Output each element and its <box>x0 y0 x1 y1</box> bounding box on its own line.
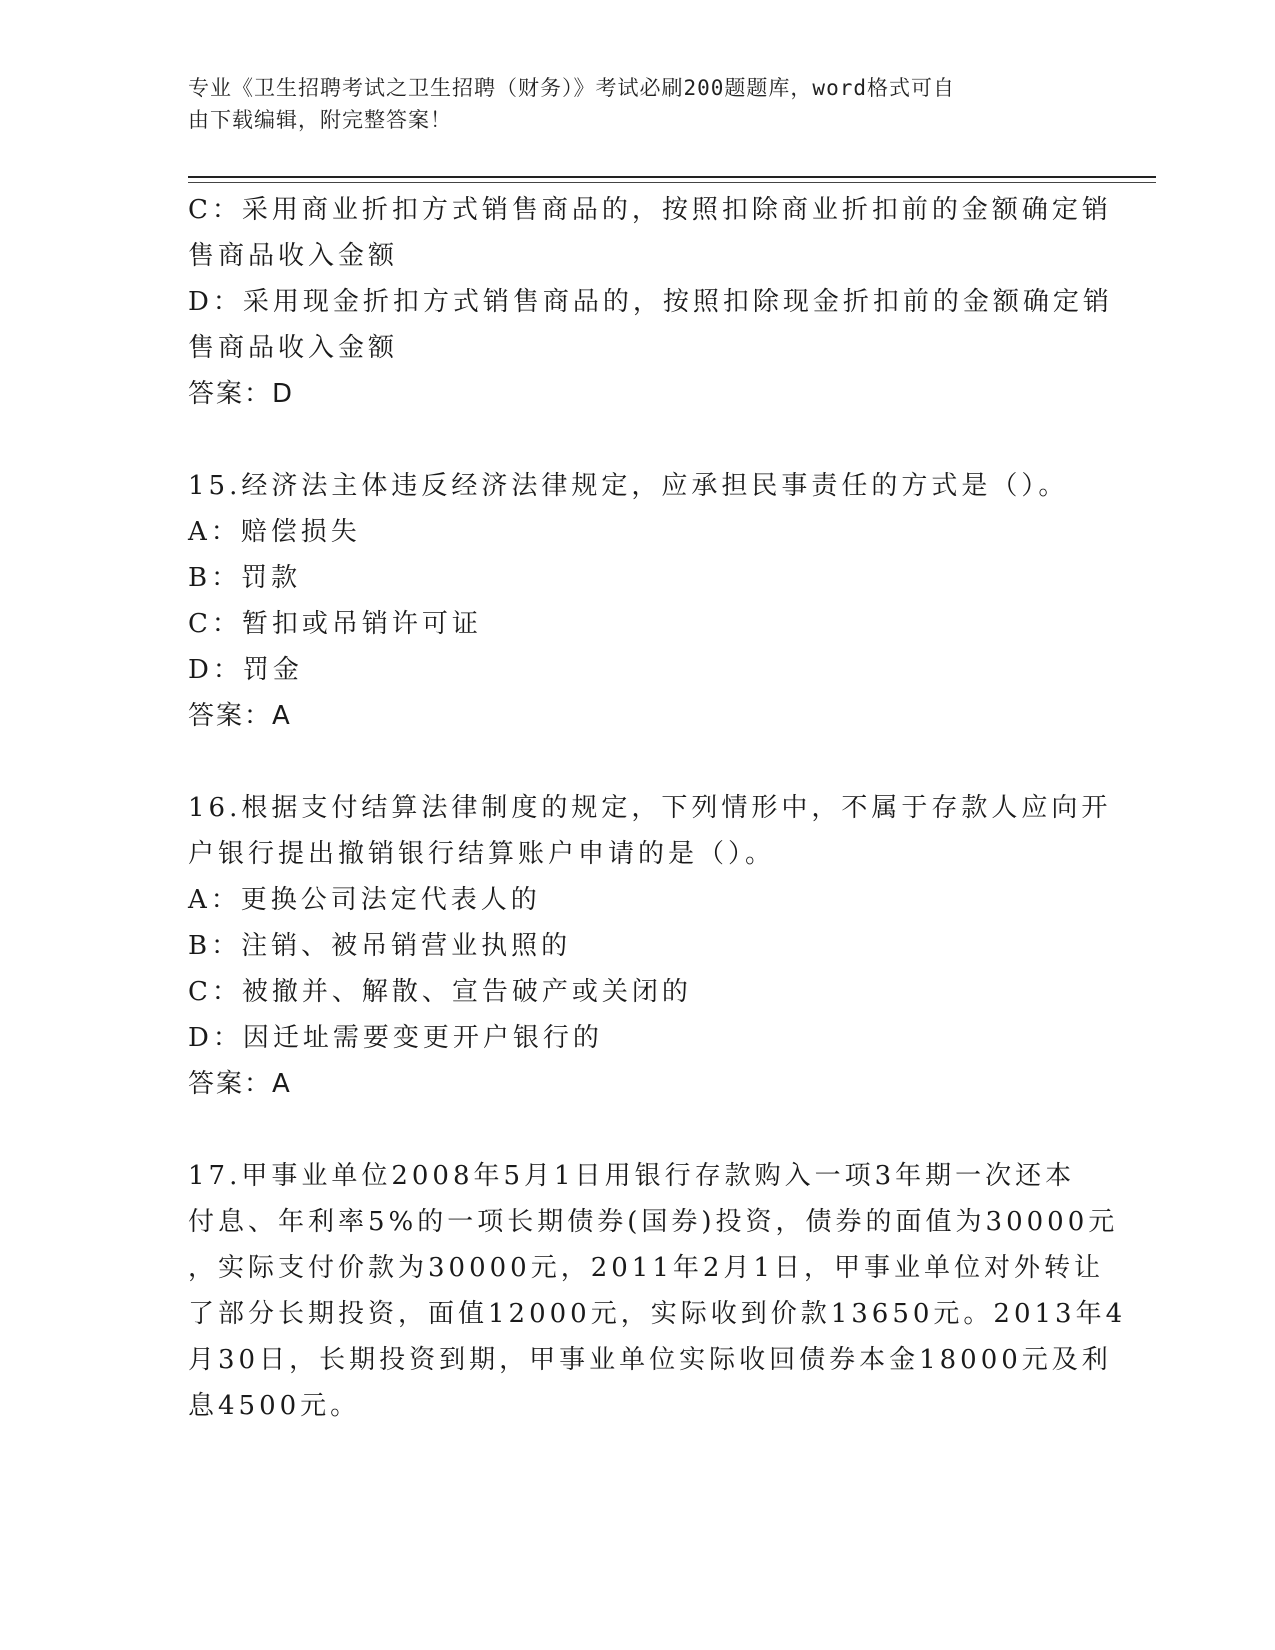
question-16 <box>188 785 1112 1107</box>
spacer <box>188 739 1088 785</box>
option-c-line-2: 售商品收入金额 <box>188 241 399 271</box>
answer-label: 答案：A <box>188 1069 292 1099</box>
question-stem-line-2: 付息、年利率5%的一项长期债券(国券)投资，债券的面值为30000元 <box>188 1207 1119 1237</box>
question-stem-line-5: 月30日，长期投资到期，甲事业单位实际收回债券本金18000元及利 <box>188 1345 1112 1375</box>
header-divider-thick <box>188 176 1156 178</box>
question-stem-line-6: 息4500元。 <box>188 1391 361 1421</box>
question-17 <box>188 1153 1127 1429</box>
option-c: C：被撤并、解散、宣告破产或关闭的 <box>188 977 692 1007</box>
option-b: B：罚款 <box>188 563 302 593</box>
question-stem-line-1: 16.根据支付结算法律制度的规定，下列情形中，不属于存款人应向开 <box>188 793 1112 823</box>
question-15 <box>188 463 1088 739</box>
option-a: A：更换公司法定代表人的 <box>188 885 541 915</box>
option-b: B：注销、被吊销营业执照的 <box>188 931 572 961</box>
document-body <box>188 187 1127 1429</box>
answer-label: 答案：D <box>188 379 295 409</box>
option-a: A：赔偿损失 <box>188 517 361 547</box>
page-header <box>188 72 1068 136</box>
option-d: D：因迁址需要变更开户银行的 <box>188 1023 603 1053</box>
answer-label: 答案：A <box>188 701 292 731</box>
header-divider-thin <box>188 182 1156 183</box>
question-stem: 15.经济法主体违反经济法律规定，应承担民事责任的方式是（）。 <box>188 471 1069 501</box>
question-stem-line-3: ，实际支付价款为30000元，2011年2月1日，甲事业单位对外转让 <box>188 1253 1104 1283</box>
option-c-line-1: C：采用商业折扣方式销售商品的，按照扣除商业折扣前的金额确定销 <box>188 195 1112 225</box>
spacer <box>188 417 1088 463</box>
question-stem-line-4: 了部分长期投资，面值12000元，实际收到价款13650元。2013年4 <box>188 1299 1127 1329</box>
question-stem-line-2: 户银行提出撤销银行结算账户申请的是（）。 <box>188 839 776 869</box>
header-title-line-1: 专业《卫生招聘考试之卫生招聘（财务）》考试必刷200题题库，word格式可自 <box>188 76 955 100</box>
header-title-line-2: 由下载编辑，附完整答案！ <box>188 108 452 132</box>
question-14-tail <box>188 187 1113 417</box>
option-d: D：罚金 <box>188 655 303 685</box>
spacer <box>188 1107 1088 1153</box>
option-d-line-2: 售商品收入金额 <box>188 333 399 363</box>
question-stem-line-1: 17.甲事业单位2008年5月1日用银行存款购入一项3年期一次还本 <box>188 1161 1076 1191</box>
option-d-line-1: D：采用现金折扣方式销售商品的，按照扣除现金折扣前的金额确定销 <box>188 287 1113 317</box>
option-c: C：暂扣或吊销许可证 <box>188 609 482 639</box>
